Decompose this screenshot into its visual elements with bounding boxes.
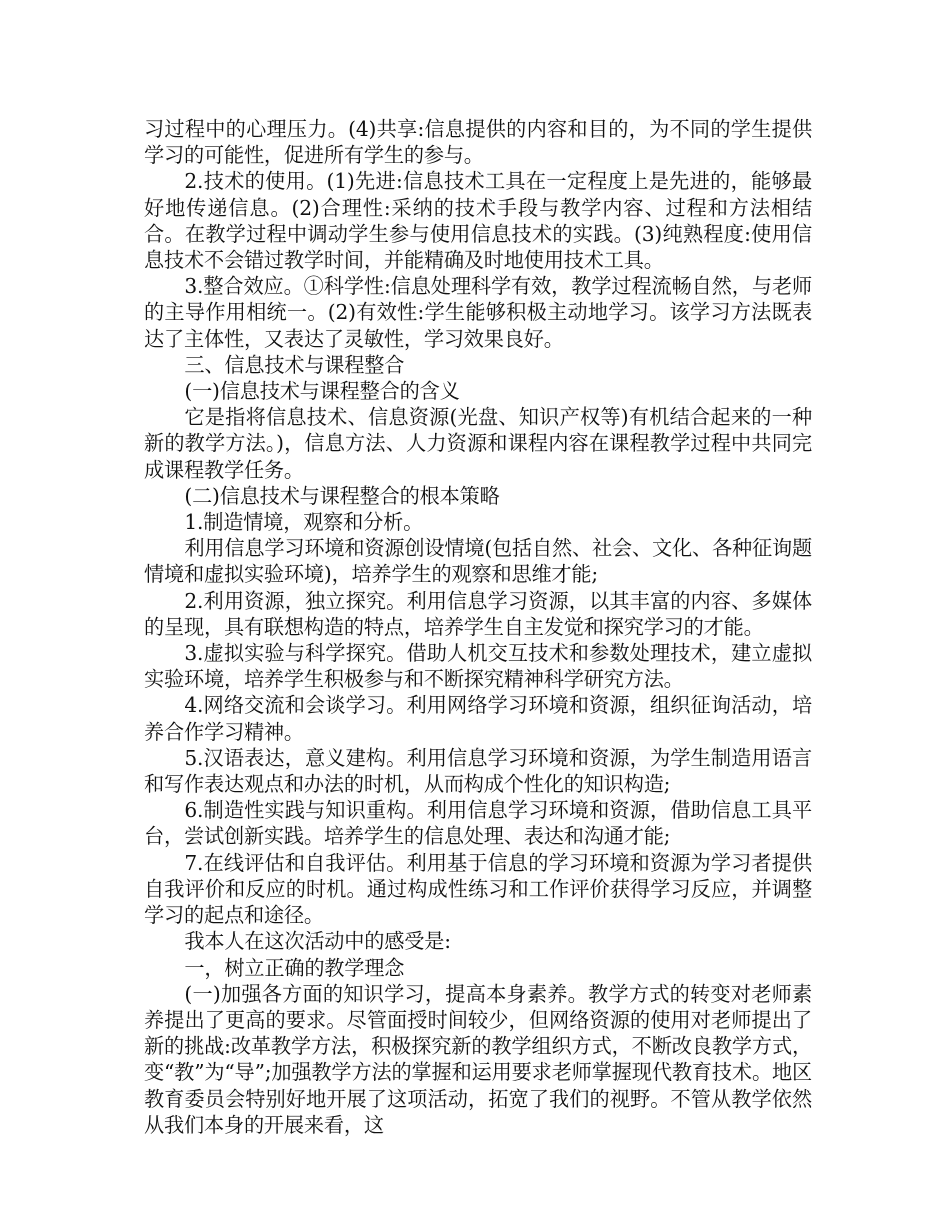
strategy-item-1: 1.制造情境，观察和分析。 xyxy=(184,510,424,535)
strategy-item-7: 7.在线评估和自我评估。利用基于信息的学习环境和资源为学习者提供自我评价和反应的时机。通过构成性练习和工作评价获得学习反应，并调整学习的起点和途径。 xyxy=(144,850,812,928)
paragraph-technology-use: 2.技术的使用。(1)先进:信息技术工具在一定程度上是先进的，能够最好地传递信息。(2)合理性:采纳的技术手段与教学内容、过程和方法相结合。在教学过程中调动学生参与使用信息技术的实践。(3)纯熟程度:使用信息技术不会错过教学时间，并能精确及时地使用技术工具。 xyxy=(144,169,812,273)
paragraph-integration-effect: 3.整合效应。①科学性:信息处理科学有效，教学过程流畅自然，与老师的主导作用相统一。(2)有效性:学生能够积极主动地学习。该学习方法既表达了主体性，又表达了灵敏性，学习效果良好。 xyxy=(144,274,812,351)
paragraph-strategy-1-detail: 利用信息学习环境和资源创设情境(包括自然、社会、文化、各种征询题情境和虚拟实验环境)，培养学生的观察和思维才能; xyxy=(144,536,812,587)
strategy-item-5: 5.汉语表达，意义建构。利用信息学习环境和资源，为学生制造用语言和写作表达观点和办法的时机，从而构成个性化的知识构造; xyxy=(144,745,812,797)
subsection-heading-2: (二)信息技术与课程整合的根本策略 xyxy=(184,483,500,508)
strategy-item-4: 4.网络交流和会谈学习。利用网络学习环境和资源，组织征询活动，培养合作学习精神。 xyxy=(144,693,812,744)
strategy-item-6: 6.制造性实践与知识重构。利用信息学习环境和资源，借助信息工具平台，尝试创新实践。培养学生的信息处理、表达和沟通才能; xyxy=(144,798,812,849)
paragraph-reflection-1: (一)加强各方面的知识学习，提高本身素养。教学方式的转变对老师素养提出了更高的要求。尽管面授时间较少，但网络资源的使用对老师提出了新的挑战:改革教学方法，积极探究新的教学组织方式，不断改良教学方式，变“教”为“导”;加强教学方法的掌握和运用要求老师掌握现代教育技术。地区教育委员会特别好地开展了这项活动，拓宽了我们的视野。不管从教学依然从我们本身的开展来看，这 xyxy=(144,981,812,1137)
paragraph-continuation: 习过程中的心理压力。(4)共享:信息提供的内容和目的，为不同的学生提供学习的可能性，促进所有学生的参与。 xyxy=(144,117,812,168)
document-body xyxy=(144,116,812,1138)
strategy-item-2: 2.利用资源，独立探究。利用信息学习资源，以其丰富的内容、多媒体的呈现，具有联想构造的特点，培养学生自主发觉和探究学习的才能。 xyxy=(144,588,812,639)
section-heading-3: 三、信息技术与课程整合 xyxy=(184,352,405,377)
paragraph-personal-reflection: 我本人在这次活动中的感受是: xyxy=(184,929,451,954)
reflection-heading-1: 一，树立正确的教学理念 xyxy=(184,955,405,980)
strategy-item-3: 3.虚拟实验与科学探究。借助人机交互技术和参数处理技术，建立虚拟实验环境，培养学生积极参与和不断探究精神科学研究方法。 xyxy=(144,641,812,692)
paragraph-definition: 它是指将信息技术、信息资源(光盘、知识产权等)有机结合起来的一种新的教学方法。)，信息方法、人力资源和课程内容在课程教学过程中共同完成课程教学任务。 xyxy=(144,405,812,482)
subsection-heading-1: (一)信息技术与课程整合的含义 xyxy=(184,379,460,404)
